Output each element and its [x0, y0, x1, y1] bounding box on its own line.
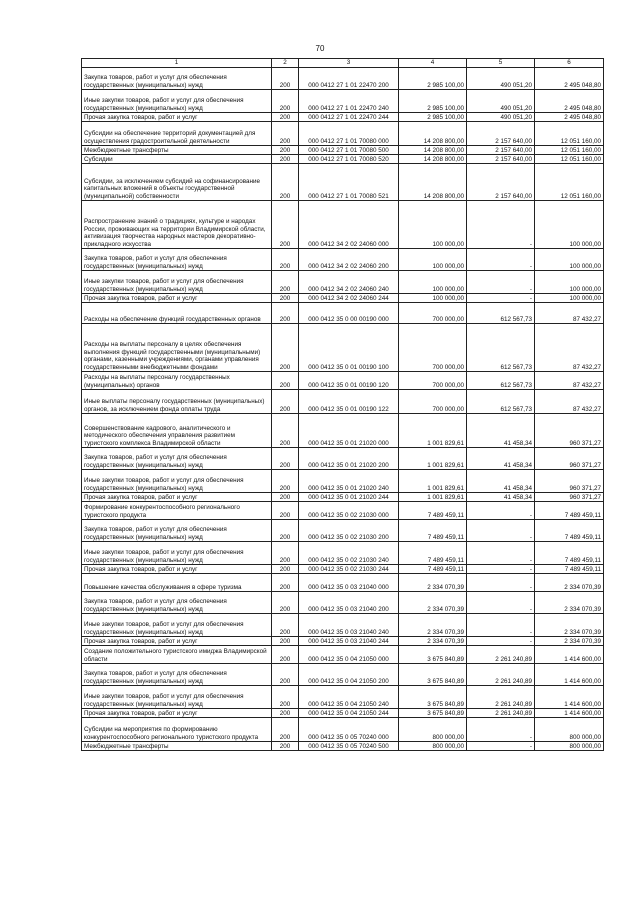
- row-executed-amount-cell: 490 051,20: [467, 90, 535, 113]
- row-approved-amount-cell: 100 000,00: [399, 249, 467, 271]
- row-approved-amount-cell: 3 675 840,89: [399, 664, 467, 686]
- row-approved-amount-cell: 700 000,00: [399, 390, 467, 414]
- row-line-code-cell: 200: [272, 303, 299, 324]
- row-unexecuted-amount-cell: 1 414 600,00: [535, 709, 604, 718]
- row-approved-amount-cell: 1 001 829,61: [399, 493, 467, 502]
- table-row: [82, 303, 604, 324]
- table-row: [82, 146, 604, 155]
- row-executed-amount-cell: -: [467, 520, 535, 542]
- table-row: [82, 249, 604, 271]
- row-executed-amount-cell: 2 261 240,89: [467, 646, 535, 664]
- row-unexecuted-amount-cell: 2 334 070,39: [535, 637, 604, 646]
- row-approved-amount-cell: 2 985 100,00: [399, 68, 467, 90]
- row-name-cell: Иные закупки товаров, работ и услуг для обеспечения государственных (муниципальных) нужд: [82, 614, 272, 637]
- row-budget-code-cell: 000 0412 35 0 01 21020 240: [299, 470, 399, 493]
- row-budget-code-cell: 000 0412 35 0 04 21050 200: [299, 664, 399, 686]
- row-executed-amount-cell: -: [467, 592, 535, 614]
- row-unexecuted-amount-cell: 1 414 600,00: [535, 646, 604, 664]
- row-unexecuted-amount-cell: 12 051 160,00: [535, 146, 604, 155]
- table-row: [82, 448, 604, 470]
- row-unexecuted-amount-cell: 960 371,27: [535, 470, 604, 493]
- row-executed-amount-cell: -: [467, 294, 535, 303]
- row-executed-amount-cell: -: [467, 502, 535, 520]
- budget-table: [81, 58, 604, 751]
- row-approved-amount-cell: 800 000,00: [399, 742, 467, 751]
- row-unexecuted-amount-cell: 100 000,00: [535, 201, 604, 249]
- row-line-code-cell: 200: [272, 164, 299, 201]
- row-budget-code-cell: 000 0412 35 0 00 00190 000: [299, 303, 399, 324]
- table-row: [82, 122, 604, 146]
- row-budget-code-cell: 000 0412 35 0 03 21040 240: [299, 614, 399, 637]
- row-name-cell: Иные закупки товаров, работ и услуг для обеспечения государственных (муниципальных) нужд: [82, 686, 272, 709]
- column-header: 2: [272, 59, 299, 68]
- row-line-code-cell: 200: [272, 686, 299, 709]
- table-row: [82, 686, 604, 709]
- row-name-cell: Закупка товаров, работ и услуг для обеспечения государственных (муниципальных) нужд: [82, 68, 272, 90]
- row-executed-amount-cell: 612 567,73: [467, 390, 535, 414]
- row-line-code-cell: 200: [272, 709, 299, 718]
- row-line-code-cell: 200: [272, 637, 299, 646]
- row-name-cell: Межбюджетные трансферты: [82, 146, 272, 155]
- table-row: [82, 592, 604, 614]
- row-name-cell: Иные закупки товаров, работ и услуг для обеспечения государственных (муниципальных) нужд: [82, 90, 272, 113]
- row-line-code-cell: 200: [272, 414, 299, 448]
- row-budget-code-cell: 000 0412 27 1 01 22470 244: [299, 113, 399, 122]
- row-name-cell: Межбюджетные трансферты: [82, 742, 272, 751]
- table-row: [82, 201, 604, 249]
- row-budget-code-cell: 000 0412 35 0 04 21050 240: [299, 686, 399, 709]
- row-name-cell: Прочая закупка товаров, работ и услуг: [82, 565, 272, 574]
- row-budget-code-cell: 000 0412 35 0 02 21030 244: [299, 565, 399, 574]
- row-name-cell: Закупка товаров, работ и услуг для обеспечения государственных (муниципальных) нужд: [82, 664, 272, 686]
- row-executed-amount-cell: -: [467, 542, 535, 565]
- row-approved-amount-cell: 100 000,00: [399, 294, 467, 303]
- row-name-cell: Прочая закупка товаров, работ и услуг: [82, 637, 272, 646]
- row-executed-amount-cell: 2 261 240,89: [467, 709, 535, 718]
- row-executed-amount-cell: -: [467, 574, 535, 592]
- table-row: [82, 574, 604, 592]
- row-name-cell: Прочая закупка товаров, работ и услуг: [82, 113, 272, 122]
- table-row: [82, 637, 604, 646]
- row-name-cell: Повышение качества обслуживания в сфере туризма: [82, 574, 272, 592]
- table-row: [82, 542, 604, 565]
- row-executed-amount-cell: 612 567,73: [467, 324, 535, 372]
- row-budget-code-cell: 000 0412 35 0 01 21020 000: [299, 414, 399, 448]
- row-unexecuted-amount-cell: 2 334 070,39: [535, 614, 604, 637]
- row-name-cell: Закупка товаров, работ и услуг для обеспечения государственных (муниципальных) нужд: [82, 520, 272, 542]
- row-budget-code-cell: 000 0412 27 1 01 70080 520: [299, 155, 399, 164]
- table-row: [82, 113, 604, 122]
- row-unexecuted-amount-cell: 960 371,27: [535, 448, 604, 470]
- row-budget-code-cell: 000 0412 35 0 02 21030 200: [299, 520, 399, 542]
- table-row: [82, 164, 604, 201]
- table-row: [82, 390, 604, 414]
- column-header: 5: [467, 59, 535, 68]
- row-name-cell: Формирование конкурентоспособного регионального туристского продукта: [82, 502, 272, 520]
- row-name-cell: Иные закупки товаров, работ и услуг для обеспечения государственных (муниципальных) нужд: [82, 470, 272, 493]
- table-row: [82, 565, 604, 574]
- row-line-code-cell: 200: [272, 502, 299, 520]
- row-line-code-cell: 200: [272, 201, 299, 249]
- row-line-code-cell: 200: [272, 542, 299, 565]
- row-name-cell: Расходы на выплаты персоналу государственных (муниципальных) органов: [82, 372, 272, 390]
- row-name-cell: Субсидии на обеспечение территорий документацией для осуществления градостроительной деятельности: [82, 122, 272, 146]
- row-line-code-cell: 200: [272, 146, 299, 155]
- row-unexecuted-amount-cell: 7 489 459,11: [535, 520, 604, 542]
- row-budget-code-cell: 000 0412 34 2 02 24060 200: [299, 249, 399, 271]
- row-name-cell: Субсидии, за исключением субсидий на софинансирование капитальных вложений в объекты государственной (муниципальной) собственности: [82, 164, 272, 201]
- row-approved-amount-cell: 3 675 840,89: [399, 686, 467, 709]
- row-approved-amount-cell: 7 489 459,11: [399, 520, 467, 542]
- row-name-cell: Закупка товаров, работ и услуг для обеспечения государственных (муниципальных) нужд: [82, 249, 272, 271]
- row-approved-amount-cell: 1 001 829,61: [399, 448, 467, 470]
- table-row: [82, 718, 604, 742]
- row-executed-amount-cell: -: [467, 565, 535, 574]
- row-approved-amount-cell: 700 000,00: [399, 303, 467, 324]
- row-line-code-cell: 200: [272, 470, 299, 493]
- row-name-cell: Закупка товаров, работ и услуг для обеспечения государственных (муниципальных) нужд: [82, 592, 272, 614]
- row-line-code-cell: 200: [272, 448, 299, 470]
- row-unexecuted-amount-cell: 12 051 160,00: [535, 122, 604, 146]
- row-approved-amount-cell: 7 489 459,11: [399, 502, 467, 520]
- row-name-cell: Расходы на выплаты персоналу в целях обеспечения выполнения функций государственными (муниципальными) органами, казенными учреждениями, органами управления государственными внебюджетными фондами: [82, 324, 272, 372]
- row-line-code-cell: 200: [272, 113, 299, 122]
- row-line-code-cell: 200: [272, 493, 299, 502]
- row-approved-amount-cell: 7 489 459,11: [399, 542, 467, 565]
- table-row: [82, 502, 604, 520]
- row-budget-code-cell: 000 0412 35 0 04 21050 244: [299, 709, 399, 718]
- row-budget-code-cell: 000 0412 27 1 01 70080 521: [299, 164, 399, 201]
- row-approved-amount-cell: 14 208 800,00: [399, 122, 467, 146]
- row-executed-amount-cell: 612 567,73: [467, 303, 535, 324]
- row-name-cell: Иные выплаты персоналу государственных (муниципальных) органов, за исключением фонда оплаты труда: [82, 390, 272, 414]
- table-row: [82, 372, 604, 390]
- row-budget-code-cell: 000 0412 27 1 01 22470 200: [299, 68, 399, 90]
- row-executed-amount-cell: 2 157 640,00: [467, 122, 535, 146]
- row-approved-amount-cell: 2 334 070,39: [399, 592, 467, 614]
- row-budget-code-cell: 000 0412 35 0 03 21040 244: [299, 637, 399, 646]
- row-approved-amount-cell: 14 208 800,00: [399, 155, 467, 164]
- row-executed-amount-cell: 490 051,20: [467, 113, 535, 122]
- row-executed-amount-cell: -: [467, 271, 535, 294]
- row-unexecuted-amount-cell: 960 371,27: [535, 414, 604, 448]
- row-unexecuted-amount-cell: 2 495 048,80: [535, 90, 604, 113]
- row-line-code-cell: 200: [272, 646, 299, 664]
- row-approved-amount-cell: 800 000,00: [399, 718, 467, 742]
- row-executed-amount-cell: -: [467, 718, 535, 742]
- row-line-code-cell: 200: [272, 372, 299, 390]
- row-line-code-cell: 200: [272, 155, 299, 164]
- row-line-code-cell: 200: [272, 68, 299, 90]
- row-unexecuted-amount-cell: 2 334 070,39: [535, 574, 604, 592]
- row-line-code-cell: 200: [272, 565, 299, 574]
- row-unexecuted-amount-cell: 1 414 600,00: [535, 686, 604, 709]
- row-approved-amount-cell: 2 985 100,00: [399, 90, 467, 113]
- row-executed-amount-cell: 41 458,34: [467, 414, 535, 448]
- row-line-code-cell: 200: [272, 520, 299, 542]
- column-header: 6: [535, 59, 604, 68]
- row-budget-code-cell: 000 0412 27 1 01 70080 000: [299, 122, 399, 146]
- column-header: 4: [399, 59, 467, 68]
- table-row: [82, 294, 604, 303]
- row-line-code-cell: 200: [272, 742, 299, 751]
- row-budget-code-cell: 000 0412 35 0 01 00190 122: [299, 390, 399, 414]
- row-name-cell: Совершенствование кадрового, аналитического и методического обеспечения управления развитием туристского комплекса Владимирской области: [82, 414, 272, 448]
- row-name-cell: Создание положительного туристского имиджа Владимирской области: [82, 646, 272, 664]
- row-line-code-cell: 200: [272, 592, 299, 614]
- row-executed-amount-cell: 41 458,34: [467, 448, 535, 470]
- page-number: 70: [315, 44, 325, 53]
- table-row: [82, 493, 604, 502]
- row-executed-amount-cell: 2 261 240,89: [467, 664, 535, 686]
- row-line-code-cell: 200: [272, 718, 299, 742]
- row-line-code-cell: 200: [272, 664, 299, 686]
- row-unexecuted-amount-cell: 2 334 070,39: [535, 592, 604, 614]
- row-executed-amount-cell: 41 458,34: [467, 470, 535, 493]
- row-name-cell: Прочая закупка товаров, работ и услуг: [82, 294, 272, 303]
- table-row: [82, 470, 604, 493]
- row-unexecuted-amount-cell: 87 432,27: [535, 303, 604, 324]
- row-budget-code-cell: 000 0412 27 1 01 70080 500: [299, 146, 399, 155]
- row-name-cell: Иные закупки товаров, работ и услуг для обеспечения государственных (муниципальных) нужд: [82, 542, 272, 565]
- table-body: [82, 68, 604, 751]
- row-budget-code-cell: 000 0412 34 2 02 24060 240: [299, 271, 399, 294]
- row-unexecuted-amount-cell: 100 000,00: [535, 249, 604, 271]
- row-budget-code-cell: 000 0412 35 0 01 00190 120: [299, 372, 399, 390]
- row-approved-amount-cell: 700 000,00: [399, 372, 467, 390]
- table-row: [82, 646, 604, 664]
- row-line-code-cell: 200: [272, 271, 299, 294]
- row-unexecuted-amount-cell: 12 051 160,00: [535, 164, 604, 201]
- row-unexecuted-amount-cell: 12 051 160,00: [535, 155, 604, 164]
- row-budget-code-cell: 000 0412 27 1 01 22470 240: [299, 90, 399, 113]
- row-name-cell: Иные закупки товаров, работ и услуг для обеспечения государственных (муниципальных) нужд: [82, 271, 272, 294]
- row-unexecuted-amount-cell: 1 414 600,00: [535, 664, 604, 686]
- table-row: [82, 520, 604, 542]
- row-executed-amount-cell: -: [467, 249, 535, 271]
- row-executed-amount-cell: 490 051,20: [467, 68, 535, 90]
- row-unexecuted-amount-cell: 2 495 048,80: [535, 113, 604, 122]
- row-executed-amount-cell: -: [467, 637, 535, 646]
- row-unexecuted-amount-cell: 7 489 459,11: [535, 565, 604, 574]
- row-budget-code-cell: 000 0412 34 2 02 24060 244: [299, 294, 399, 303]
- row-name-cell: Расходы на обеспечение функций государственных органов: [82, 303, 272, 324]
- row-unexecuted-amount-cell: 7 489 459,11: [535, 502, 604, 520]
- row-budget-code-cell: 000 0412 35 0 02 21030 240: [299, 542, 399, 565]
- row-executed-amount-cell: 2 157 640,00: [467, 164, 535, 201]
- row-line-code-cell: 200: [272, 614, 299, 637]
- column-header: 1: [82, 59, 272, 68]
- row-line-code-cell: 200: [272, 390, 299, 414]
- row-budget-code-cell: 000 0412 35 0 03 21040 000: [299, 574, 399, 592]
- table-row: [82, 742, 604, 751]
- row-unexecuted-amount-cell: 100 000,00: [535, 271, 604, 294]
- table-row: [82, 414, 604, 448]
- row-approved-amount-cell: 14 208 800,00: [399, 146, 467, 155]
- row-name-cell: Субсидии на мероприятия по формированию конкурентоспособного регионального туристского продукта: [82, 718, 272, 742]
- table-row: [82, 709, 604, 718]
- row-budget-code-cell: 000 0412 35 0 02 21030 000: [299, 502, 399, 520]
- row-name-cell: Прочая закупка товаров, работ и услуг: [82, 493, 272, 502]
- row-approved-amount-cell: 1 001 829,61: [399, 470, 467, 493]
- row-name-cell: Закупка товаров, работ и услуг для обеспечения государственных (муниципальных) нужд: [82, 448, 272, 470]
- row-approved-amount-cell: 2 334 070,39: [399, 637, 467, 646]
- table-row: [82, 155, 604, 164]
- row-unexecuted-amount-cell: 800 000,00: [535, 718, 604, 742]
- row-approved-amount-cell: 1 001 829,61: [399, 414, 467, 448]
- row-line-code-cell: 200: [272, 122, 299, 146]
- row-approved-amount-cell: 2 334 070,39: [399, 574, 467, 592]
- row-approved-amount-cell: 14 208 800,00: [399, 164, 467, 201]
- row-executed-amount-cell: 2 157 640,00: [467, 146, 535, 155]
- table-row: [82, 90, 604, 113]
- row-unexecuted-amount-cell: 960 371,27: [535, 493, 604, 502]
- row-executed-amount-cell: -: [467, 201, 535, 249]
- row-budget-code-cell: 000 0412 35 0 04 21050 000: [299, 646, 399, 664]
- row-budget-code-cell: 000 0412 35 0 01 21020 200: [299, 448, 399, 470]
- row-line-code-cell: 200: [272, 249, 299, 271]
- row-unexecuted-amount-cell: 87 432,27: [535, 324, 604, 372]
- row-unexecuted-amount-cell: 87 432,27: [535, 372, 604, 390]
- row-budget-code-cell: 000 0412 35 0 05 70240 000: [299, 718, 399, 742]
- column-header: 3: [299, 59, 399, 68]
- row-budget-code-cell: 000 0412 35 0 03 21040 200: [299, 592, 399, 614]
- row-name-cell: Прочая закупка товаров, работ и услуг: [82, 709, 272, 718]
- table-row: [82, 324, 604, 372]
- row-executed-amount-cell: 41 458,34: [467, 493, 535, 502]
- row-executed-amount-cell: 2 157 640,00: [467, 155, 535, 164]
- row-name-cell: Распространение знаний о традициях, культуре и народах России, проживающих на территории Владимирской области, активизация творчества народных мастеров декоративно-прикладного искусства: [82, 201, 272, 249]
- row-approved-amount-cell: 2 985 100,00: [399, 113, 467, 122]
- row-budget-code-cell: 000 0412 35 0 01 21020 244: [299, 493, 399, 502]
- row-executed-amount-cell: 612 567,73: [467, 372, 535, 390]
- row-approved-amount-cell: 3 675 840,89: [399, 709, 467, 718]
- row-executed-amount-cell: 2 261 240,89: [467, 686, 535, 709]
- row-budget-code-cell: 000 0412 34 2 02 24060 000: [299, 201, 399, 249]
- row-budget-code-cell: 000 0412 35 0 05 70240 500: [299, 742, 399, 751]
- table-row: [82, 68, 604, 90]
- row-budget-code-cell: 000 0412 35 0 01 00190 100: [299, 324, 399, 372]
- row-name-cell: Субсидии: [82, 155, 272, 164]
- row-approved-amount-cell: 700 000,00: [399, 324, 467, 372]
- row-unexecuted-amount-cell: 7 489 459,11: [535, 542, 604, 565]
- row-unexecuted-amount-cell: 87 432,27: [535, 390, 604, 414]
- row-approved-amount-cell: 7 489 459,11: [399, 565, 467, 574]
- row-approved-amount-cell: 2 334 070,39: [399, 614, 467, 637]
- row-line-code-cell: 200: [272, 324, 299, 372]
- table-row: [82, 271, 604, 294]
- table-header-row: [82, 59, 604, 68]
- row-line-code-cell: 200: [272, 90, 299, 113]
- table-row: [82, 664, 604, 686]
- row-approved-amount-cell: 100 000,00: [399, 271, 467, 294]
- row-line-code-cell: 200: [272, 294, 299, 303]
- row-approved-amount-cell: 3 675 840,89: [399, 646, 467, 664]
- row-executed-amount-cell: -: [467, 742, 535, 751]
- row-executed-amount-cell: -: [467, 614, 535, 637]
- row-line-code-cell: 200: [272, 574, 299, 592]
- row-approved-amount-cell: 100 000,00: [399, 201, 467, 249]
- row-unexecuted-amount-cell: 100 000,00: [535, 294, 604, 303]
- table-row: [82, 614, 604, 637]
- row-unexecuted-amount-cell: 2 495 048,80: [535, 68, 604, 90]
- row-unexecuted-amount-cell: 800 000,00: [535, 742, 604, 751]
